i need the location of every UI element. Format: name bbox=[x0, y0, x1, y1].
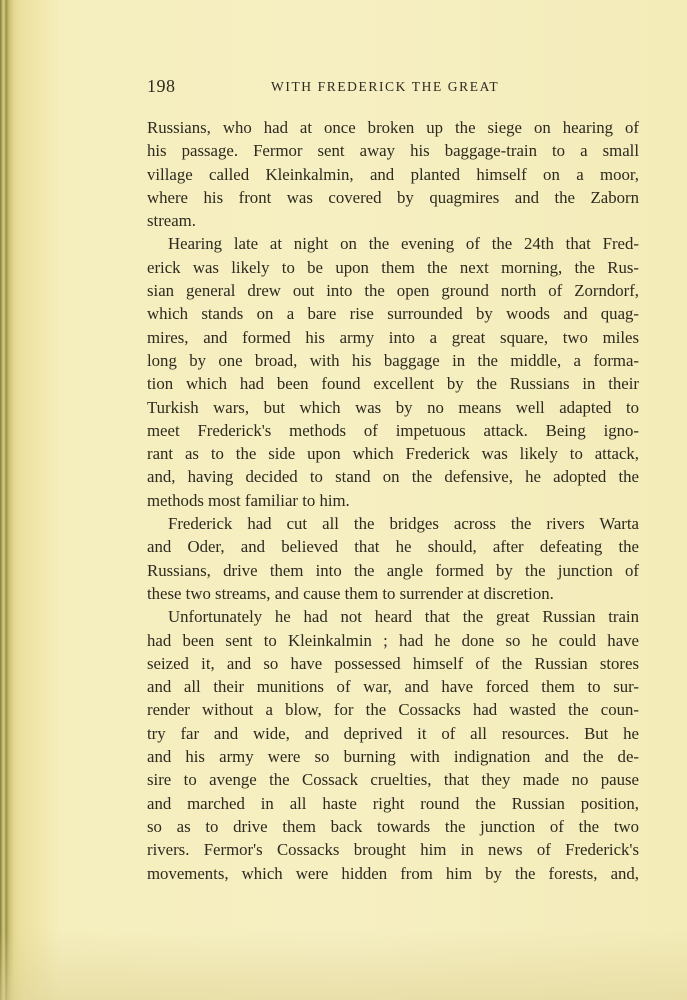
text-line: village called Kleinkalmin, and planted himself on a moor, bbox=[147, 164, 639, 184]
running-head: WITH FREDERICK THE GREAT bbox=[271, 79, 500, 94]
text-line: Hearing late at night on the evening of the 24th that Fred- bbox=[168, 234, 639, 254]
text-line: mires, and formed his army into a great square, two miles bbox=[147, 327, 639, 347]
text-line: which stands on a bare rise surrounded by woods and quag- bbox=[147, 304, 639, 324]
text-line: stream. bbox=[147, 211, 196, 231]
text-line: meet Frederick's methods of impetuous attack. Being igno- bbox=[147, 420, 639, 440]
text-line: erick was likely to be upon them the next morning, the Rus- bbox=[147, 257, 639, 277]
book-spine-edge bbox=[0, 0, 22, 1000]
text-line: his passage. Fermor sent away his baggage-train to a small bbox=[147, 141, 639, 161]
text-line: Turkish wars, but which was by no means well adapted to bbox=[147, 397, 639, 417]
text-line: movements, which were hidden from him by the forests, and, bbox=[147, 863, 639, 883]
text-line: and his army were so burning with indignation and the de- bbox=[147, 747, 639, 767]
text-line: these two streams, and cause them to surrender at discretion. bbox=[147, 583, 554, 603]
text-line: where his front was covered by quagmires and the Zaborn bbox=[147, 187, 639, 207]
text-line: sian general drew out into the open ground north of Zorndorf, bbox=[147, 281, 639, 301]
text-line: rivers. Fermor's Cossacks brought him in news of Frederick's bbox=[147, 840, 639, 860]
text-line: methods most familiar to him. bbox=[147, 490, 350, 510]
page-header bbox=[147, 76, 639, 100]
text-line: sire to avenge the Cossack cruelties, that they made no pause bbox=[147, 770, 639, 790]
text-line: Frederick had cut all the bridges across the rivers Warta bbox=[168, 514, 639, 534]
text-line: had been sent to Kleinkalmin ; had he done so he could have bbox=[147, 630, 639, 650]
text-line: try far and wide, and deprived it of all resources. But he bbox=[147, 723, 639, 743]
text-line: Russians, who had at once broken up the siege on hearing of bbox=[147, 118, 639, 137]
text-line: seized it, and so have possessed himself of the Russian stores bbox=[147, 653, 639, 673]
text-line: so as to drive them back towards the junction of the two bbox=[147, 816, 639, 836]
text-line: and, having decided to stand on the defensive, he adopted the bbox=[147, 467, 639, 487]
text-line: render without a blow, for the Cossacks had wasted the coun- bbox=[147, 700, 639, 720]
text-line: Russians, drive them into the angle formed by the junction of bbox=[147, 560, 639, 580]
text-line: and all their munitions of war, and have forced them to sur- bbox=[147, 677, 639, 697]
body-text bbox=[147, 116, 639, 885]
text-line: tion which had been found excellent by the Russians in their bbox=[147, 374, 639, 394]
text-line: and Oder, and believed that he should, after defeating the bbox=[147, 537, 639, 557]
text-line: long by one broad, with his baggage in the middle, a forma- bbox=[147, 350, 639, 370]
page-bottom-shading bbox=[0, 930, 687, 1000]
page-number: 198 bbox=[147, 76, 176, 96]
text-line: Unfortunately he had not heard that the great Russian train bbox=[168, 607, 639, 627]
text-line: rant as to the side upon which Frederick was likely to attack, bbox=[147, 444, 639, 464]
text-line: and marched in all haste right round the Russian position, bbox=[147, 793, 639, 813]
